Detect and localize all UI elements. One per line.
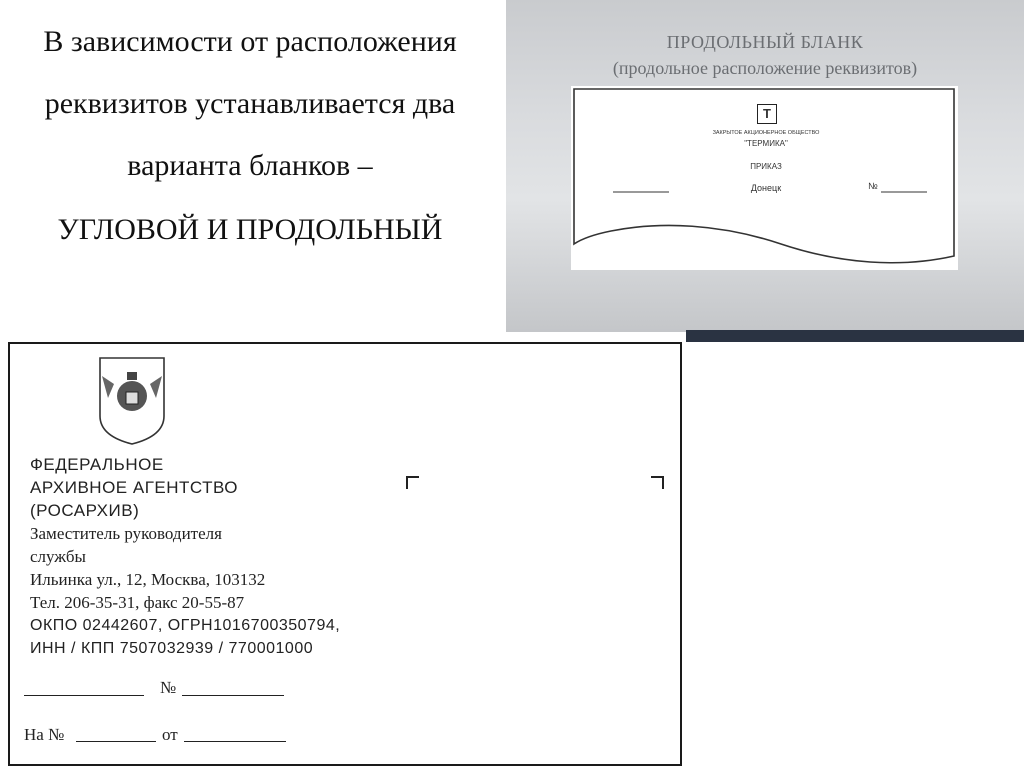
from-label: от <box>162 725 178 744</box>
panel-dark-bar <box>686 330 1024 342</box>
org-name-line-1: ФЕДЕРАЛЬНОЕ <box>30 455 164 474</box>
coat-of-arms-icon <box>96 354 168 446</box>
corner-blank-sheet <box>8 342 682 766</box>
number-label-long: № <box>868 181 878 191</box>
intro-line-3: варианта бланков – <box>127 149 373 182</box>
org-name-label: "ТЕРМИКА" <box>744 139 788 148</box>
intro-text-block <box>0 0 500 330</box>
address-line: Ильинка ул., 12, Москва, 103132 <box>30 570 266 589</box>
position-line-2: службы <box>30 547 86 566</box>
org-name-line-2: АРХИВНОЕ АГЕНТСТВО <box>30 478 239 497</box>
long-blank-sheet <box>571 86 958 270</box>
long-blank-title: ПРОДОЛЬНЫЙ БЛАНК <box>666 32 864 52</box>
position-line-1: Заместитель руководителя <box>30 524 222 543</box>
doc-type-label: ПРИКАЗ <box>750 162 782 171</box>
codes-line-1: ОКПО 02442607, ОГРН1016700350794, <box>30 617 341 634</box>
intro-line-1: В зависимости от расположения <box>43 25 457 58</box>
reply-label: На № <box>24 725 65 744</box>
long-blank-subtitle: (продольное расположение реквизитов) <box>612 58 918 78</box>
reply-number-line <box>76 741 156 742</box>
number-line <box>182 695 284 696</box>
codes-line-2: ИНН / КПП 7507032939 / 770001000 <box>30 640 314 657</box>
phone-line: Тел. 206-35-31, факс 20-55-87 <box>30 593 245 612</box>
intro-line-4: УГЛОВОЙ И ПРОДОЛЬНЫЙ <box>57 213 443 246</box>
corner-bracket-left-icon <box>406 476 420 490</box>
corner-bracket-right-icon <box>650 476 664 490</box>
date-line <box>24 695 144 696</box>
number-label-corner: № <box>160 678 177 697</box>
org-name-line-3: (РОСАРХИВ) <box>30 501 140 520</box>
city-label: Донецк <box>750 183 782 193</box>
reply-date-line <box>184 741 286 742</box>
company-logo-icon: Т <box>757 104 777 124</box>
intro-line-2: реквизитов устанавливается два <box>44 87 456 120</box>
org-type-label: ЗАКРЫТОЕ АКЦИОНЕРНОЕ ОБЩЕСТВО <box>712 130 820 136</box>
